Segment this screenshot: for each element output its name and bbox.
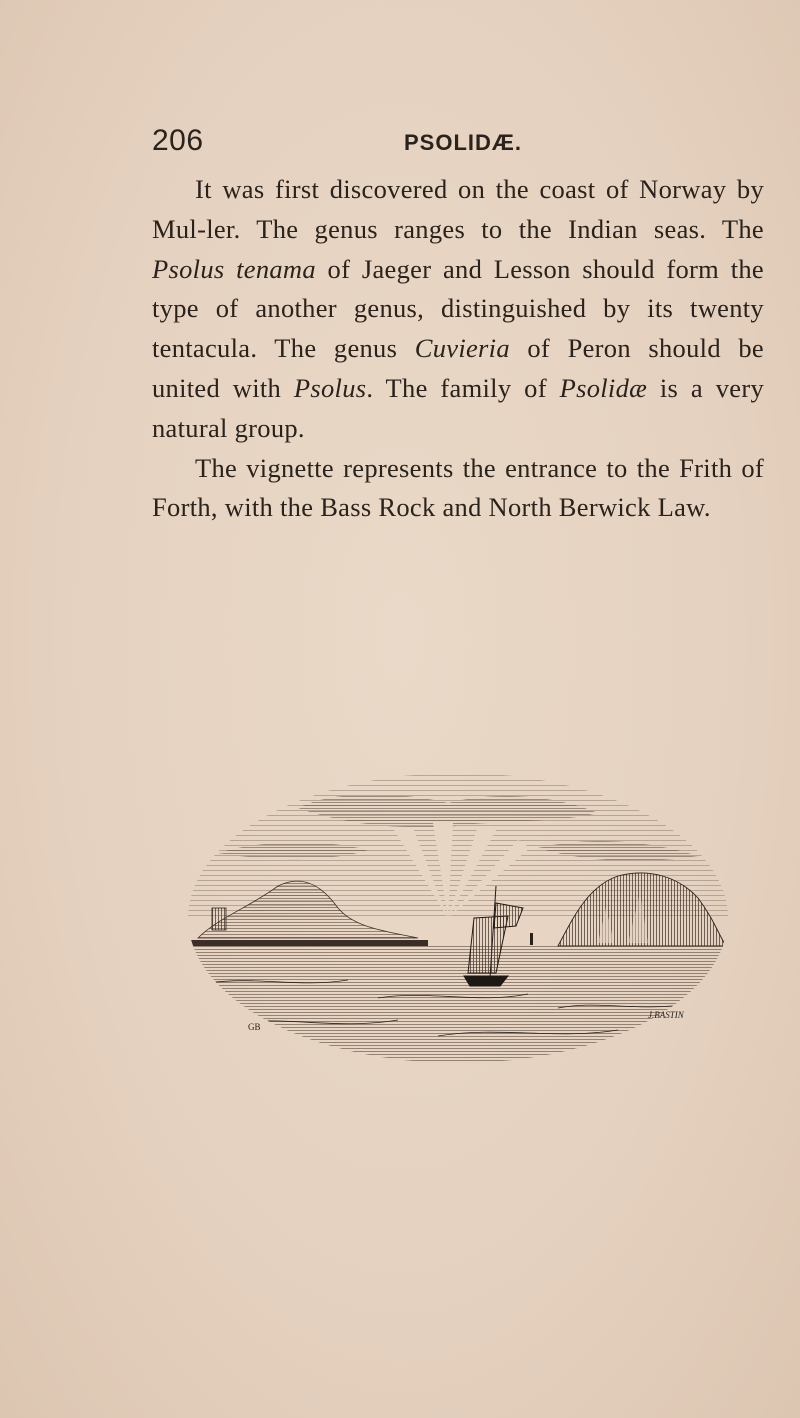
- page-number: 206: [152, 124, 204, 157]
- p1-seg-0: It was first discovered on the coast of Norway by Mul-ler. The genus ranges to the Indian seas. The: [152, 174, 764, 244]
- paragraph-1: [152, 170, 764, 449]
- p1-seg-7: Psolidæ: [559, 372, 648, 403]
- p1-seg-8: is a very natural group.: [152, 372, 765, 443]
- p1-seg-2: of Jaeger and Lesson should form the type of another genus, distinguished by its twenty tentacula. The genus: [152, 253, 764, 364]
- engraver-signature-left: GB: [248, 1022, 261, 1032]
- vignette-scene: [178, 768, 738, 1068]
- p1-seg-4: of Peron should be united with: [152, 333, 764, 403]
- page-header: [152, 124, 652, 164]
- body-text: [152, 170, 764, 528]
- p2-seg-0: The vignette represents the entrance to the Frith of Forth, with the Bass Rock and North Berwick Law.: [152, 452, 764, 523]
- vignette-engraving: [178, 768, 738, 1068]
- paragraph-2: [152, 449, 764, 529]
- p1-seg-1: Psolus tenama: [152, 253, 316, 284]
- distant-mast: [530, 933, 533, 945]
- p1-seg-6: . The family of: [366, 372, 560, 403]
- running-head: PSOLIDÆ.: [404, 130, 523, 155]
- p1-seg-5: Psolus: [293, 372, 367, 403]
- engraver-signature-right: J.BASTIN: [648, 1010, 684, 1020]
- p1-seg-3: Cuvieria: [414, 333, 510, 364]
